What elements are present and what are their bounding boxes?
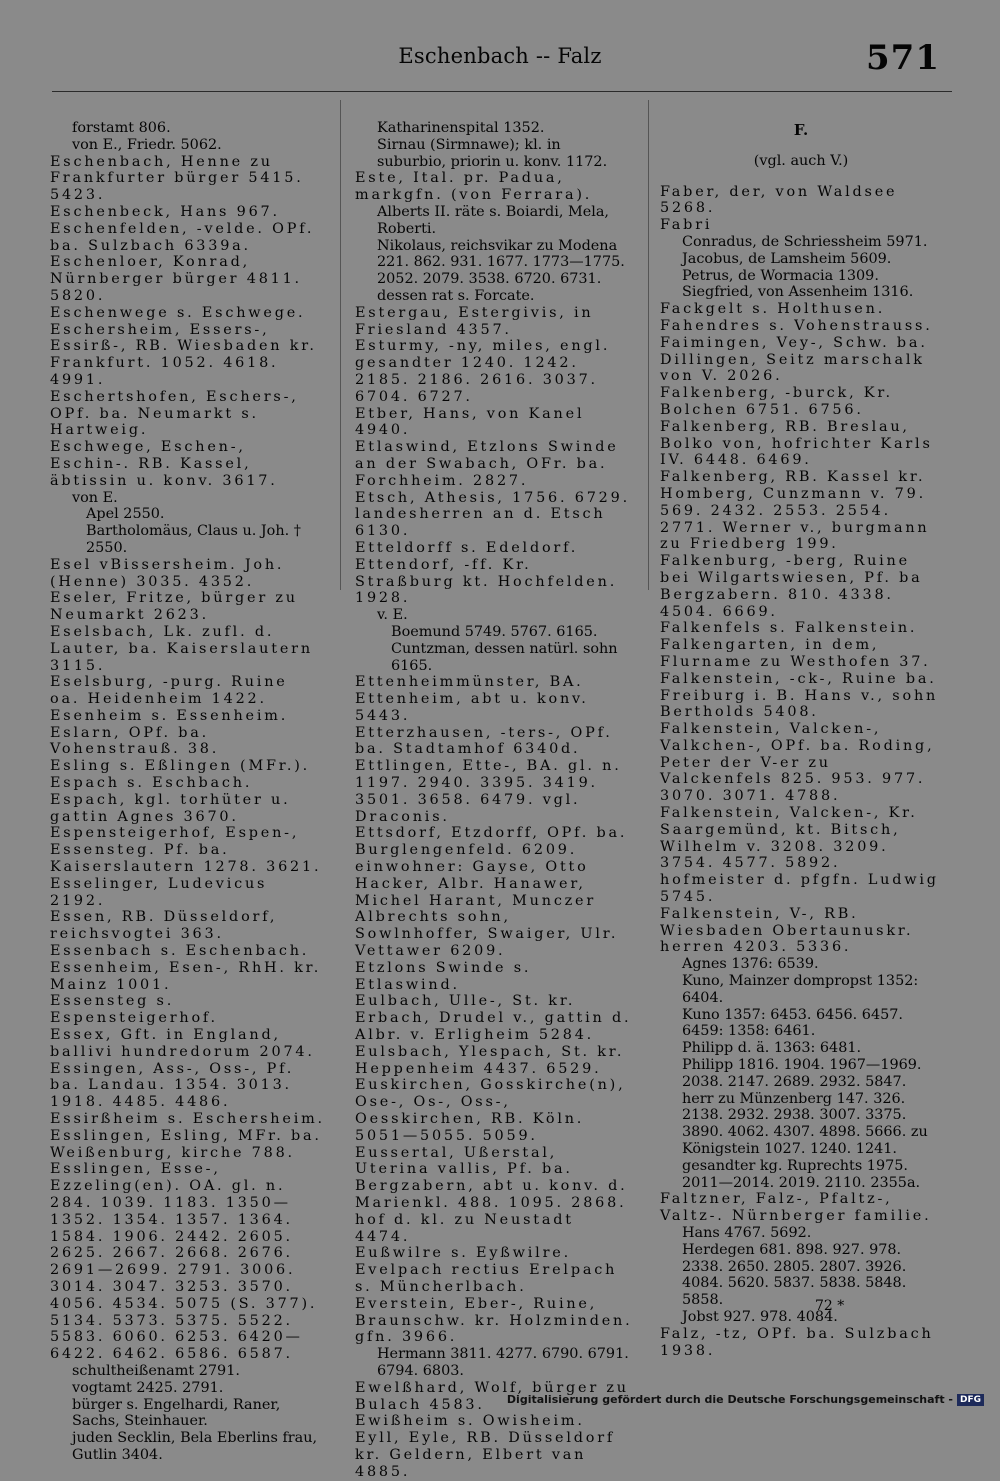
index-column-1	[50, 120, 325, 1464]
index-column-2	[355, 120, 633, 1481]
index-entry: Essirßheim s. Eschersheim.	[50, 1111, 325, 1128]
index-entry: Eschenloer, Konrad, Nürnberger bürger 4811. 5820.	[50, 254, 302, 304]
index-subentry: Siegfried, von Assenheim 1316.	[682, 284, 914, 301]
index-subentry: Philipp d. ä. 1363: 6481.	[682, 1040, 862, 1057]
index-entry: Estergau, Estergivis, in Friesland 4357.	[355, 304, 594, 338]
index-entry: Etlaswind, Etzlons Swinde an der Swabach, OFr. ba. Forchheim. 2827.	[355, 439, 619, 489]
index-entry: Etber, Hans, von Kanel 4940.	[355, 405, 585, 439]
index-entry: Eyll, Eyle, RB. Düsseldorf kr. Geldern, Elbert van 4885.	[355, 1430, 616, 1480]
footer-credit	[507, 1393, 984, 1406]
index-entry: Eschenwege s. Eschwege.	[50, 304, 306, 321]
index-entry: Essensteg s. Espensteigerhof.	[50, 993, 218, 1027]
index-subentry: von E.	[72, 489, 118, 506]
index-subentry: Hans 4767. 5692.	[682, 1225, 812, 1241]
index-entry: Eslarn, OPf. ba. Vohenstrauß. 38.	[50, 724, 220, 758]
index-entry: Espensteigerhof, Espen-, Essensteg. Pf. ba. Kaiserslautern 1278. 3621.	[50, 825, 322, 876]
index-subentry: bürger s. Engelhardi, Raner, Sachs, Steinhauer.	[72, 1396, 281, 1430]
index-entry: Falz, -tz, OPf. ba. Sulzbach 1938.	[660, 1325, 934, 1359]
index-entry: Falkenberg, RB. Kassel kr. Homberg, Cunzmann v. 79. 569. 2432. 2553. 2554. 2771. Werner v., burgmann zu Friedberg 199.	[660, 469, 930, 553]
index-subentry: Petrus, de Wormacia 1309.	[682, 267, 879, 284]
index-entry: Eussertal, Ußerstal, Uterina vallis, Pf. ba. Bergzabern, abt u. konv. d. Marienkl. 488. 1095. 2868. hof d. kl. zu Neustadt 4474.	[355, 1144, 628, 1245]
index-subentry: Jobst 927. 978. 4084.	[682, 1308, 838, 1325]
index-entry: Falkengarten, in dem, Flurname zu Westhofen 37.	[660, 637, 931, 670]
index-entry: Ewelßhard, Wolf, bürger zu Bulach 4583.	[355, 1379, 629, 1413]
index-subentry: Alberts II. räte s. Boiardi, Mela, Roberti.	[377, 203, 609, 237]
index-entry: Esling s. Eßlingen (MFr.).	[50, 758, 311, 775]
index-subentry: v. E.	[377, 607, 408, 624]
index-entry: Falkenberg, -burck, Kr. Bolchen 6751. 6756.	[660, 385, 893, 418]
footer-credit-text: Digitalisierung gefördert durch die Deutsche Forschungsgemeinschaft -	[506, 1393, 953, 1406]
index-entry: Esslingen, Esse-, Ezzeling(en). OA. gl. n. 284. 1039. 1183. 1350—1352. 1354. 1357. 1364. 1584. 1906. 2442. 2605. 2625. 2667. 2668. 2676. 2691—2699. 2791. 3006. 3014. 3047. 3253. 3570. 4056. 4534. 5075 (S. 377). 5134. 5373. 5375. 5522. 5583. 6060. 6253. 6420—6422. 6462. 6586. 6587.	[50, 1161, 318, 1363]
index-subentry: Hermann 3811. 4277. 6790. 6791. 6794. 6803.	[377, 1346, 629, 1379]
index-entry: Esslingen, Esling, MFr. ba. Weißenburg, kirche 788.	[50, 1127, 322, 1161]
index-subentry: Cuntzman, dessen natürl. sohn 6165.	[391, 640, 618, 674]
index-subentry: Sirnau (Sirmnawe); kl. in suburbio, priorin u. konv. 1172.	[377, 136, 608, 170]
index-entry: Espach s. Eschbach.	[50, 775, 253, 792]
index-subentry: Apel 2550.	[86, 506, 165, 523]
index-entry: Falkenburg, -berg, Ruine bei Wilgartswiesen, Pf. ba Bergzabern. 810. 4338. 4504. 6669.	[660, 553, 923, 620]
index-entry: Espach, kgl. torhüter u. gattin Agnes 3670.	[50, 791, 291, 825]
index-entry: Falkenberg, RB. Breslau, Bolko von, hofrichter Karls IV. 6448. 6469.	[660, 418, 933, 469]
index-subentry: schultheißenamt 2791.	[72, 1362, 240, 1379]
index-entry: Eschenbeck, Hans 967.	[50, 203, 280, 220]
index-entry: Este, Ital. pr. Padua, markgfn. (von Ferrara).	[355, 170, 593, 204]
index-subentry: Agnes 1376: 6539.	[682, 956, 819, 973]
index-entry: Falkenstein, -ck-, Ruine ba. Freiburg i. B. Hans v., sohn Bertholds 5408.	[660, 670, 939, 721]
index-entry: Eschwege, Eschen-, Eschin-. RB. Kassel, äbtissin u. konv. 3617.	[50, 439, 278, 489]
index-subentry: Kuno, Mainzer dompropst 1352: 6404.	[682, 973, 919, 1006]
index-entry: Etterzhausen, -ters-, OPf. ba. Stadtamhof 6340d.	[355, 724, 613, 758]
index-entry: Ettsdorf, Etzdorff, OPf. ba. Burglengenfeld. 6209. einwohner: Gayse, Otto Hacker, Albr. Hanawer, Michel Harant, Munczer Albrechts sohn, Sowlnhoffer, Swaiger, Ulr. Vettawer 6209.	[355, 825, 628, 960]
index-entry: Everstein, Eber-, Ruine, Braunschw. kr. Holzminden. gfn. 3966.	[355, 1295, 633, 1346]
index-entry: Falkenstein, Valcken-, Valkchen-, OPf. ba. Roding, Peter der V-er zu Valckenfels 825. 953. 977. 3070. 3071. 4788.	[660, 721, 935, 805]
index-entry: Eschersheim, Essers-, Essirß-, RB. Wiesbaden kr. Frankfurt. 1052. 4618. 4991.	[50, 321, 317, 388]
index-subentry: Philipp 1816. 1904. 1967—1969. 2038. 2147. 2689. 2932. 5847. herr zu Münzenberg 147. 326. 2138. 2932. 2938. 3007. 3375. 3890. 4062. 4307. 4898. 5666. zu Königstein 1027. 1240. 1241. gesandter kg. Ruprechts 1975. 2011—2014. 2019. 2110. 2355a.	[682, 1057, 928, 1191]
index-entry: Ewißheim s. Owisheim.	[355, 1413, 585, 1430]
index-entry: Eschertshofen, Eschers-, OPf. ba. Neumarkt s. Hartweig.	[50, 388, 299, 439]
index-entry: Evelpach rectius Erelpach s. Müncherlbach.	[355, 1262, 618, 1295]
index-entry: Esselinger, Ludevicus 2192.	[50, 875, 268, 909]
index-entry: Fahendres s. Vohenstrauss.	[660, 317, 933, 334]
index-entry: Etteldorff s. Edeldorf.	[355, 539, 579, 556]
index-entry: Euskirchen, Gosskirche(n), Ose-, Os-, Oss-, Oesskirchen, RB. Köln. 5051—5055. 5059.	[355, 1077, 626, 1144]
index-subentry: Jacobus, de Lamsheim 5609.	[682, 250, 892, 267]
index-entry: Eulbach, Ulle-, St. kr. Erbach, Drudel v., gattin d. Albr. v. Erligheim 5284.	[355, 993, 632, 1044]
page-number: 571	[866, 38, 940, 78]
index-entry: Essen, RB. Düsseldorf, reichsvogtei 363.	[50, 909, 278, 943]
page-title: Eschenbach -- Falz	[398, 44, 602, 68]
index-subentry: von E., Friedr. 5062.	[72, 136, 222, 153]
dfg-logo-icon: DFG	[957, 1394, 984, 1406]
index-entry: Eselsbach, Lk. zufl. d. Lauter, ba. Kaiserslautern 3115.	[50, 623, 313, 674]
index-entry: Esenheim s. Essenheim.	[50, 707, 289, 724]
index-entry: Essingen, Ass-, Oss-, Pf. ba. Landau. 1354. 3013. 1918. 4485. 4486.	[50, 1060, 295, 1111]
index-entry: Fabri	[660, 217, 713, 234]
index-entry: Esel vBissersheim. Joh. (Henne) 3035. 4352.	[50, 556, 285, 590]
index-entry: Essenheim, Esen-, RhH. kr. Mainz 1001.	[50, 959, 322, 993]
column-divider-1	[340, 100, 341, 590]
index-entry: Eschenfelden, -velde. OPf. ba. Sulzbach 6339a.	[50, 220, 315, 254]
index-column-3	[660, 120, 942, 1359]
index-subentry: juden Secklin, Bela Eberlins frau, Gutlin 3404.	[72, 1430, 318, 1463]
signature-mark: 72 *	[815, 1298, 845, 1314]
index-subentry: Conradus, de Schriessheim 5971.	[682, 233, 928, 250]
index-entry: Eulsbach, Ylespach, St. kr. Heppenheim 4437. 6529.	[355, 1043, 625, 1077]
index-entry: Etzlons Swinde s. Etlaswind.	[355, 959, 532, 993]
index-entry: Ettenheimmünster, BA. Ettenheim, abt u. konv. 5443.	[355, 674, 589, 724]
index-entry: Eselsburg, -purg. Ruine oa. Heidenheim 1422.	[50, 674, 288, 708]
index-subentry: vogtamt 2425. 2791.	[72, 1379, 224, 1396]
header-rule	[52, 91, 952, 92]
index-subentry: Katharinenspital 1352.	[377, 120, 545, 136]
index-entry: Falkenfels s. Falkenstein.	[660, 620, 918, 637]
index-entry: Ettendorf, -ff. Kr. Straßburg kt. Hochfelden. 1928.	[355, 556, 618, 607]
index-entry: Essenbach s. Eschenbach.	[50, 943, 310, 960]
index-subentry: Nikolaus, reichsvikar zu Modena 221. 862. 931. 1677. 1773—1775. 2052. 2079. 3538. 6720. 6731. dessen rat s. Forcate.	[377, 237, 625, 304]
index-entry: Faimingen, Vey-, Schw. ba. Dillingen, Seitz marschalk von V. 2026.	[660, 334, 928, 385]
index-entry: Eseler, Fritze, bürger zu Neumarkt 2623.	[50, 590, 298, 624]
index-subentry: Herdegen 681. 898. 927. 978. 2338. 2650. 2805. 2807. 3926. 4084. 5620. 5837. 5838. 5848. 5858.	[682, 1241, 907, 1309]
index-entry: Eußwilre s. Eyßwilre.	[355, 1245, 571, 1262]
index-entry: Faber, der, von Waldsee 5268.	[660, 183, 898, 217]
index-entry: Falkenstein, V-, RB. Wiesbaden Obertaunuskr. herren 4203. 5336.	[660, 905, 914, 956]
index-subentry: Bartholomäus, Claus u. Joh. † 2550.	[86, 523, 301, 556]
index-entry: Esturmy, -ny, miles, engl. gesandter 1240. 1242. 2185. 2186. 2616. 3037. 6704. 6727.	[355, 338, 611, 405]
index-entry: Fackgelt s. Holthusen.	[660, 301, 886, 318]
index-entry: Essex, Gft. in England, ballivi hundredorum 2074.	[50, 1027, 315, 1060]
index-subentry: forstamt 806.	[72, 120, 171, 136]
section-letter: F.	[793, 121, 809, 139]
section-note: (vgl. auch V.)	[753, 152, 849, 169]
index-entry: Etsch, Athesis, 1756. 6729. landesherren an d. Etsch 6130.	[355, 489, 630, 540]
index-entry: Ettlingen, Ette-, BA. gl. n. 1197. 2940. 3395. 3419. 3501. 3658. 6479. vgl. Draconis.	[355, 758, 622, 825]
index-subentry: Kuno 1357: 6453. 6456. 6457. 6459: 1358: 6461.	[682, 1006, 903, 1040]
column-divider-2	[648, 100, 649, 590]
index-entry: Falkenstein, Valcken-, Kr. Saargemünd, kt. Bitsch, Wilhelm v. 3208. 3209. 3754. 4577. 5892. hofmeister d. pfgfn. Ludwig 5745.	[660, 805, 939, 906]
index-entry: Eschenbach, Henne zu Frankfurter bürger 5415. 5423.	[50, 153, 304, 204]
index-entry: Faltzner, Falz-, Pfaltz-, Valtz-. Nürnberger familie.	[660, 1191, 932, 1225]
index-subentry: Boemund 5749. 5767. 6165.	[391, 623, 598, 640]
